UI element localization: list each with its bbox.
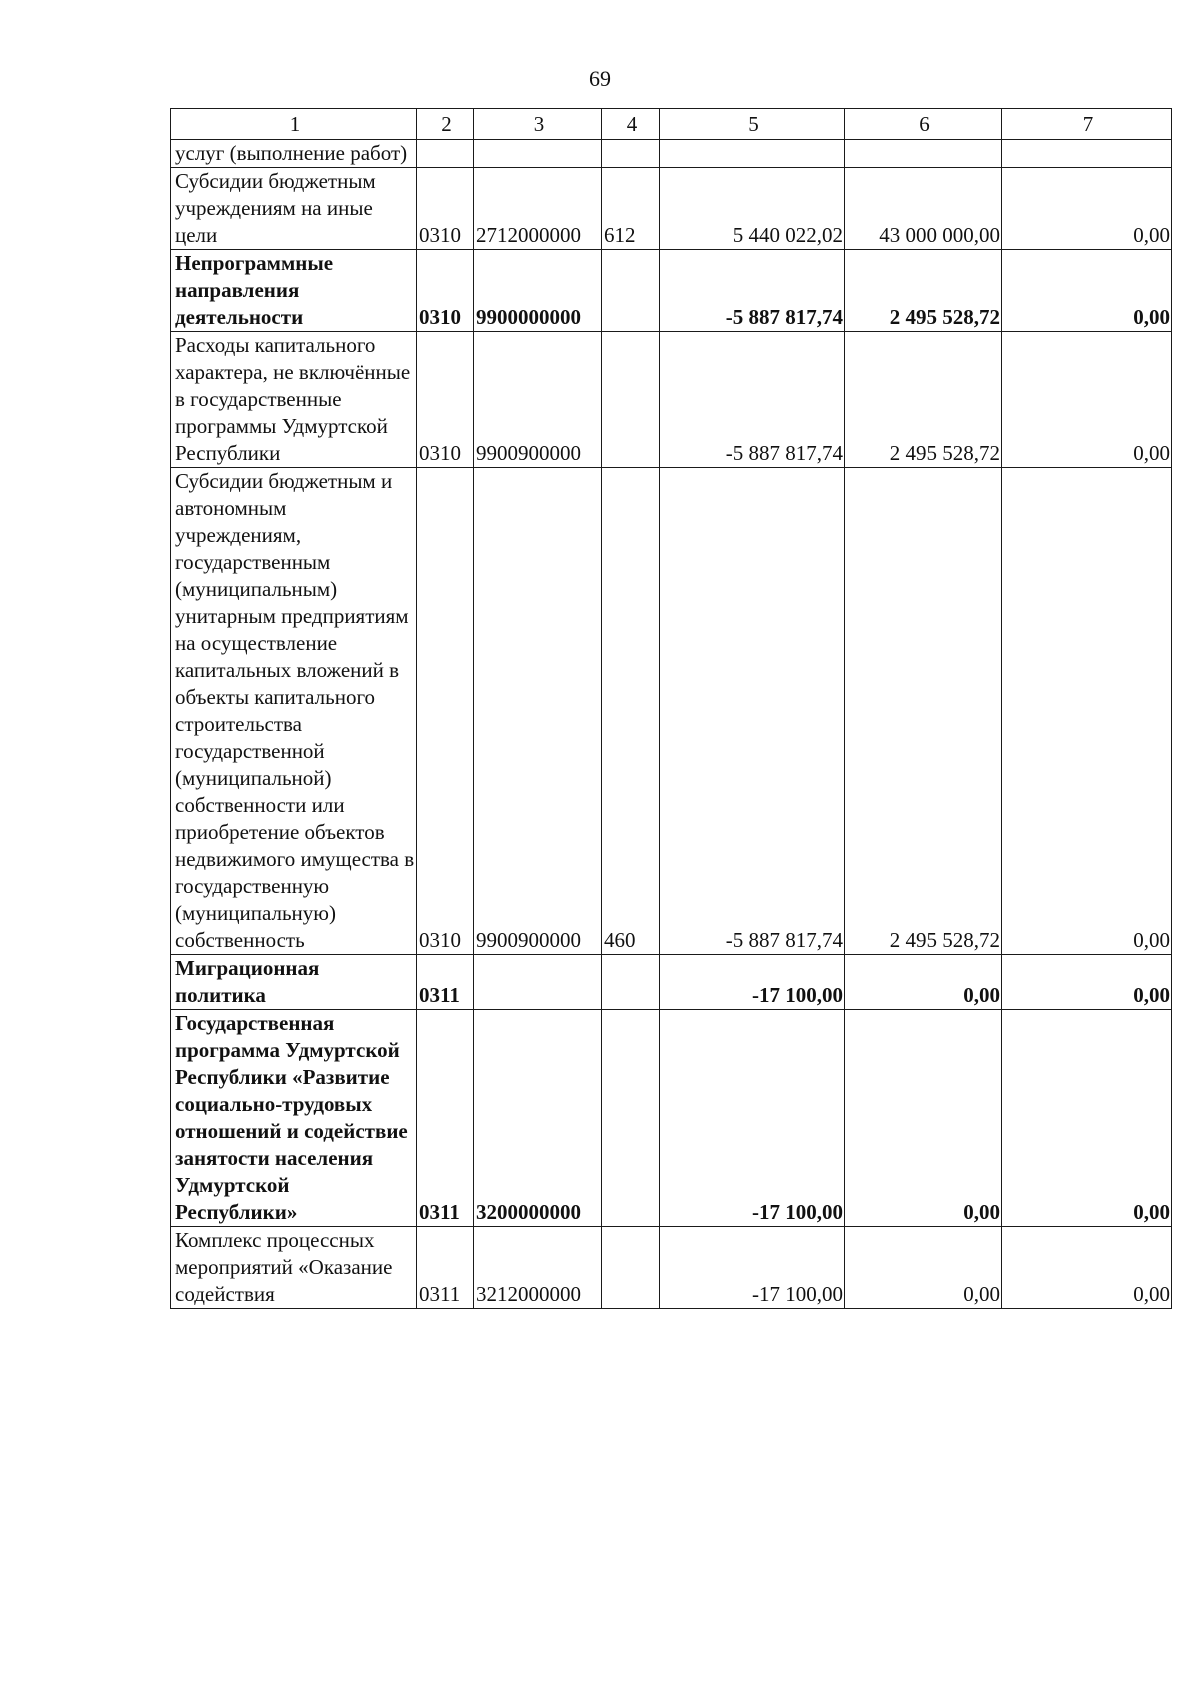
header-col-7: 7 [1002, 109, 1172, 140]
page-number: 69 [589, 66, 611, 91]
row-expense-type [602, 332, 660, 468]
row-value-6: 0,00 [845, 1227, 1002, 1309]
table-row [171, 468, 1172, 955]
header-row [171, 109, 1172, 140]
table-row [171, 1227, 1172, 1309]
row-target-code: 3212000000 [474, 1227, 602, 1309]
row-name: Субсидии бюджетным учреждениям на иные цели [171, 168, 417, 250]
row-value-5 [660, 140, 845, 168]
row-name: Государственная программа Удмуртской Республики «Развитие социально-трудовых отношений и содействие занятости населения Удмуртской Республики» [171, 1010, 417, 1227]
row-section-code: 0311 [417, 955, 474, 1010]
row-name: Непрограммные направления деятельности [171, 250, 417, 332]
table-row [171, 250, 1172, 332]
row-expense-type [602, 955, 660, 1010]
row-section-code: 0311 [417, 1227, 474, 1309]
table-row [171, 168, 1172, 250]
row-value-7: 0,00 [1002, 1010, 1172, 1227]
row-value-7: 0,00 [1002, 332, 1172, 468]
row-value-7: 0,00 [1002, 250, 1172, 332]
row-target-code: 9900900000 [474, 332, 602, 468]
table-row [171, 332, 1172, 468]
table-row [171, 1010, 1172, 1227]
row-target-code: 9900900000 [474, 468, 602, 955]
row-value-5: -17 100,00 [660, 955, 845, 1010]
header-col-1: 1 [171, 109, 417, 140]
row-value-5: -17 100,00 [660, 1010, 845, 1227]
row-value-7: 0,00 [1002, 1227, 1172, 1309]
row-value-6: 2 495 528,72 [845, 468, 1002, 955]
row-value-5: -5 887 817,74 [660, 250, 845, 332]
row-value-7: 0,00 [1002, 168, 1172, 250]
header-col-4: 4 [602, 109, 660, 140]
budget-table [170, 108, 1172, 1309]
row-expense-type [602, 1010, 660, 1227]
row-expense-type [602, 1227, 660, 1309]
row-value-6: 0,00 [845, 955, 1002, 1010]
row-expense-type [602, 140, 660, 168]
row-value-6: 0,00 [845, 1010, 1002, 1227]
header-col-6: 6 [845, 109, 1002, 140]
row-section-code: 0310 [417, 250, 474, 332]
table-row [171, 955, 1172, 1010]
row-value-7 [1002, 140, 1172, 168]
row-name: Расходы капитального характера, не включённые в государственные программы Удмуртской Республики [171, 332, 417, 468]
row-value-5: -5 887 817,74 [660, 332, 845, 468]
row-value-6 [845, 140, 1002, 168]
row-section-code: 0311 [417, 1010, 474, 1227]
row-name: Миграционная политика [171, 955, 417, 1010]
row-section-code [417, 140, 474, 168]
row-name: услуг (выполнение работ) [171, 140, 417, 168]
row-value-5: 5 440 022,02 [660, 168, 845, 250]
row-expense-type [602, 250, 660, 332]
row-value-7: 0,00 [1002, 468, 1172, 955]
row-value-6: 43 000 000,00 [845, 168, 1002, 250]
row-value-6: 2 495 528,72 [845, 250, 1002, 332]
table-row [171, 140, 1172, 168]
row-target-code: 9900000000 [474, 250, 602, 332]
header-col-2: 2 [417, 109, 474, 140]
row-value-7: 0,00 [1002, 955, 1172, 1010]
row-value-6: 2 495 528,72 [845, 332, 1002, 468]
row-section-code: 0310 [417, 168, 474, 250]
row-value-5: -17 100,00 [660, 1227, 845, 1309]
row-name: Субсидии бюджетным и автономным учреждениям, государственным (муниципальным) унитарным предприятиям на осуществление капитальных вложений в объекты капитального строительства государственной (муниципальной) собственности или приобретение объектов недвижимого имущества в государственную (муниципальную) собственность [171, 468, 417, 955]
row-section-code: 0310 [417, 332, 474, 468]
row-target-code: 3200000000 [474, 1010, 602, 1227]
row-name: Комплекс процессных мероприятий «Оказание содействия [171, 1227, 417, 1309]
row-target-code [474, 955, 602, 1010]
row-target-code [474, 140, 602, 168]
row-section-code: 0310 [417, 468, 474, 955]
header-col-3: 3 [474, 109, 602, 140]
row-value-5: -5 887 817,74 [660, 468, 845, 955]
row-expense-type: 612 [602, 168, 660, 250]
row-target-code: 2712000000 [474, 168, 602, 250]
row-expense-type: 460 [602, 468, 660, 955]
header-col-5: 5 [660, 109, 845, 140]
